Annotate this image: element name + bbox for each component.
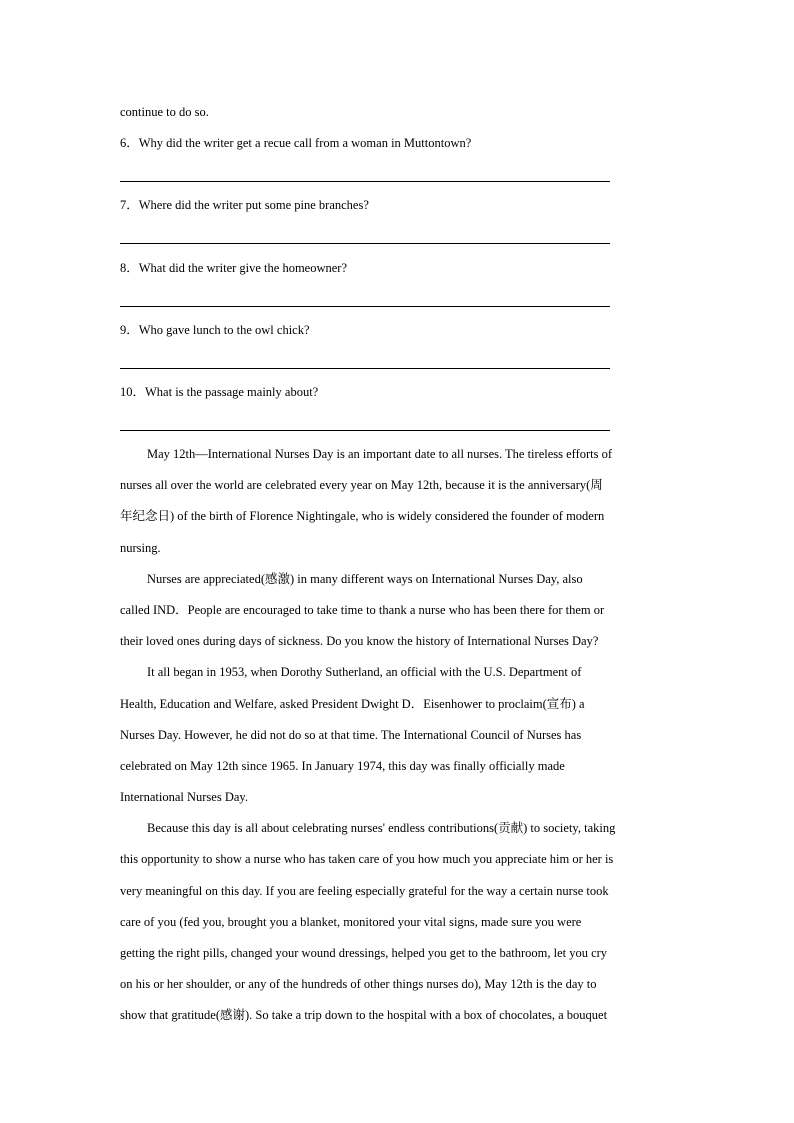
passage-line: It all began in 1953, when Dorothy Sutherland, an official with the U.S. Department of: [147, 665, 582, 680]
passage-line: Nurses are appreciated(感激) in many different ways on International Nurses Day, also: [147, 571, 583, 586]
passage-line: this opportunity to show a nurse who has taken care of you how much you appreciate him or her is: [120, 852, 614, 867]
passage-line: Health, Education and Welfare, asked President Dwight D．Eisenhower to proclaim(宣布) a: [120, 696, 585, 711]
passage-line: Because this day is all about celebrating nurses' endless contributions(贡献) to society, taking: [147, 821, 616, 836]
passage-line: show that gratitude(感谢). So take a trip down to the hospital with a box of chocolates, a bouquet: [120, 1008, 608, 1023]
passage-line: their loved ones during days of sickness. Do you know the history of International Nurses Day?: [120, 634, 599, 649]
passage-line: nurses all over the world are celebrated every year on May 12th, because it is the anniversary(周: [120, 478, 603, 493]
answer-line-10[interactable]: [120, 430, 610, 431]
question-9: 9．Who gave lunch to the owl chick?: [120, 323, 310, 337]
passage-line: International Nurses Day.: [120, 790, 248, 805]
passage-line: Nurses Day. However, he did not do so at that time. The International Council of Nurses has: [120, 727, 582, 742]
passage-line: celebrated on May 12th since 1965. In January 1974, this day was finally officially made: [120, 758, 565, 773]
question-10: 10．What is the passage mainly about?: [120, 385, 319, 399]
question-8: 8．What did the writer give the homeowner?: [120, 261, 348, 275]
answer-line-9[interactable]: [120, 368, 610, 369]
passage-line: care of you (fed you, brought you a blanket, monitored your vital signs, made sure you were: [120, 914, 582, 929]
question-6: 6．Why did the writer get a recue call from a woman in Muttontown?: [120, 136, 472, 150]
passage-line: very meaningful on this day. If you are feeling especially grateful for the way a certain nurse took: [120, 883, 609, 898]
continued-text: continue to do so.: [120, 105, 209, 119]
passage: [120, 439, 680, 1032]
passage-line: getting the right pills, changed your wound dressings, helped you get to the bathroom, let you cry: [120, 946, 608, 960]
answer-line-6[interactable]: [120, 181, 610, 182]
answer-line-7[interactable]: [120, 243, 610, 244]
passage-line: nursing.: [120, 540, 161, 555]
passage-line: on his or her shoulder, or any of the hundreds of other things nurses do), May 12th is the day to: [120, 977, 597, 992]
answer-line-8[interactable]: [120, 306, 610, 307]
question-7: 7．Where did the writer put some pine branches?: [120, 198, 369, 212]
passage-line: called IND．People are encouraged to take time to thank a nurse who has been there for them or: [120, 602, 605, 617]
passage-line: 年纪念日) of the birth of Florence Nightingale, who is widely considered the founder of modern: [120, 509, 605, 524]
passage-line: May 12th—International Nurses Day is an important date to all nurses. The tireless efforts of: [147, 447, 613, 461]
